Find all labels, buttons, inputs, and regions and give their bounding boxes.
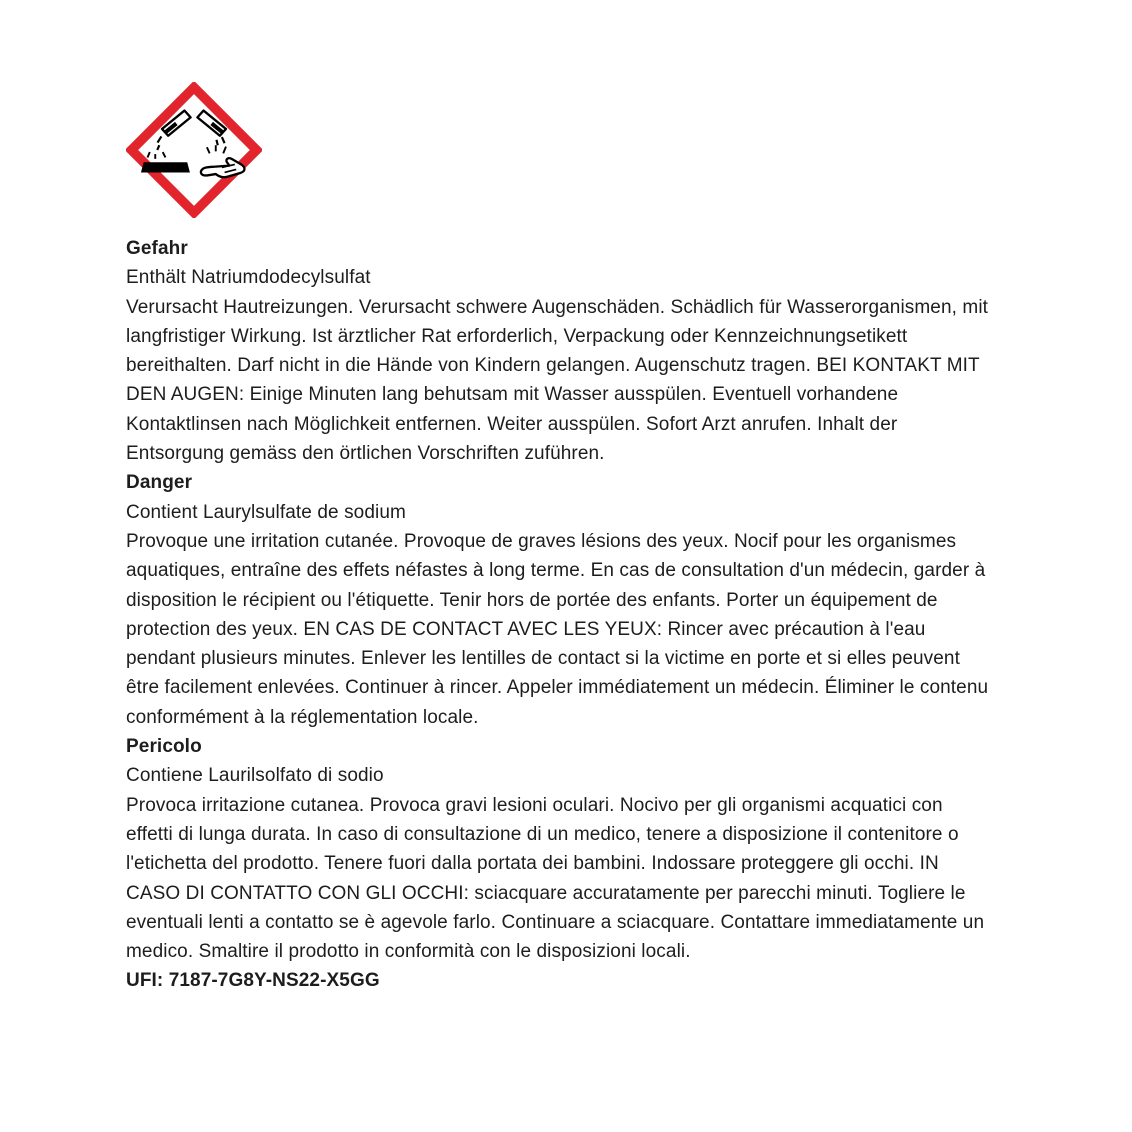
hazard-statements-it: Provoca irritazione cutanea. Provoca gravi lesioni oculari. Nocivo per gli organismi acquatici con effetti di lunga durata. In caso di consultazione di un medico, tenere a disposizione il contenitore o l'etichetta del prodotto. Tenere fuori dalla portata dei bambini. Indossare proteggere gli occhi. IN CASO DI CONTATTO CON GLI OCCHI: sciacquare accuratamente per parecchi minuti. Togliere le eventuali lenti a contatto se è agevole farlo. Continuare a sciacquare. Contattare immediatamente un medico. Smaltire il prodotto in conformità con le disposizioni locali. — [126, 794, 985, 963]
section-italian — [126, 732, 992, 966]
signal-word-de: Gefahr — [126, 238, 188, 259]
contains-statement-fr: Contient Laurylsulfate de sodium — [126, 501, 406, 523]
diamond-border — [131, 87, 256, 212]
contains-statement-de: Enthält Natriumdodecylsulfat — [126, 267, 371, 289]
hazard-statements-de: Verursacht Hautreizungen. Verursacht schwere Augenschäden. Schädlich für Wasserorganismen, mit langfristiger Wirkung. Ist ärztlicher Rat erforderlich, Verpackung oder Kennzeichnungsetikett bereithalten. Darf nicht in die Hände von Kindern gelangen. Augenschutz tragen. BEI KONTAKT MIT DEN AUGEN: Einige Minuten lang behutsam mit Wasser ausspülen. Eventuell vorhandene Kontaktlinsen nach Möglichkeit entfernen. Weiter ausspülen. Sofort Arzt anrufen. Inhalt der Entsorgung gemäss den örtlichen Vorschriften zuführen. — [126, 296, 989, 465]
label-text-block — [126, 234, 992, 996]
hazard-statements-fr: Provoque une irritation cutanée. Provoque de graves lésions des yeux. Nocif pour les organismes aquatiques, entraîne des effets néfastes à long terme. En cas de consultation d'un médecin, garder à disposition le récipient ou l'étiquette. Tenir hors de portée des enfants. Porter un équipement de protection des yeux. EN CAS DE CONTACT AVEC LES YEUX: Rincer avec précaution à l'eau pendant plusieurs minutes. Enlever les lentilles de contact si la victime en porte et si elles peuvent être facilement enlevées. Continuer à rincer. Appeler immédiatement un médecin. Éliminer le contenu conformément à la réglementation locale. — [126, 530, 989, 728]
section-german — [126, 234, 992, 468]
signal-word-it: Pericolo — [126, 736, 202, 758]
ufi-code: UFI: 7187-7G8Y-NS22-X5GG — [126, 970, 380, 992]
contains-statement-it: Contiene Laurilsolfato di sodio — [126, 765, 384, 787]
section-french — [126, 468, 992, 732]
signal-word-fr: Danger — [126, 472, 193, 494]
ghs05-corrosion-icon — [126, 82, 262, 218]
hazard-label — [126, 82, 992, 996]
